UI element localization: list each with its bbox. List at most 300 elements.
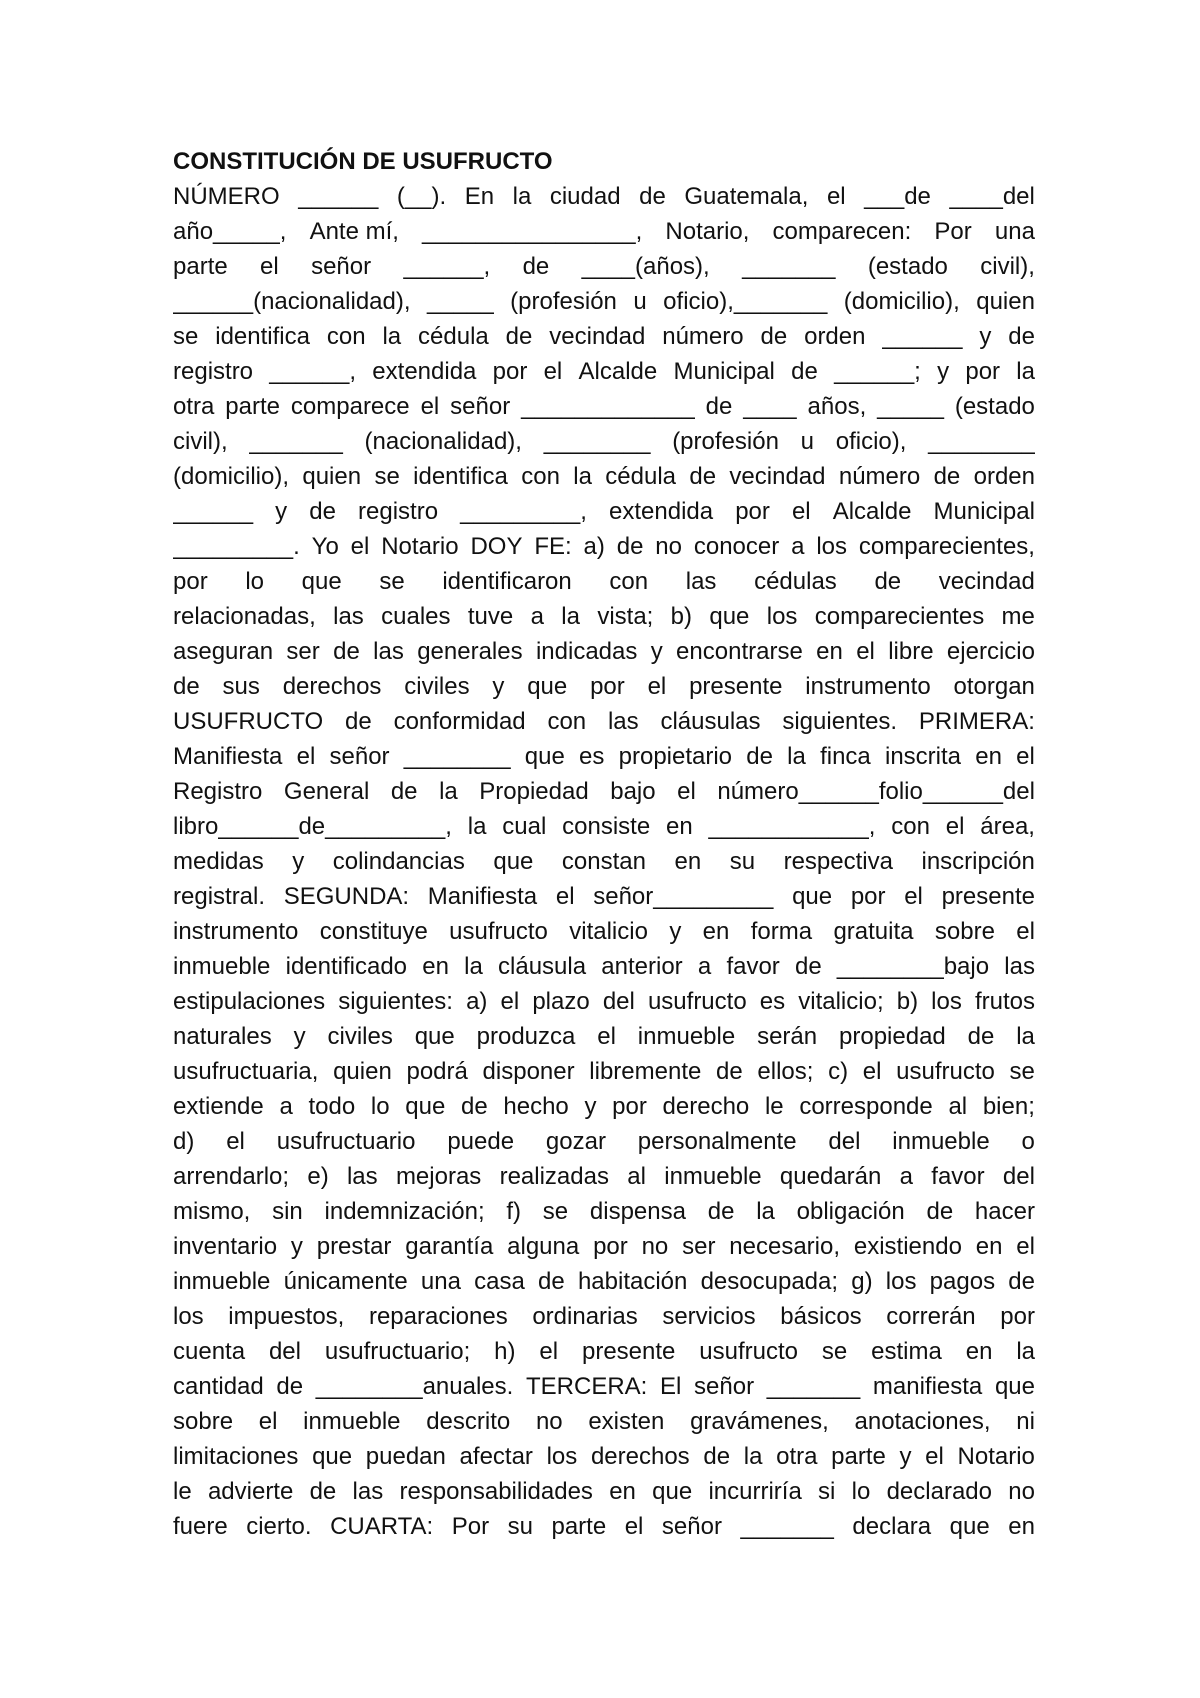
word: cierto. [246,1513,312,1540]
word: de [390,778,418,805]
word: las [333,603,364,630]
word: inmueble [173,1268,271,1295]
word: el [647,673,667,700]
text-line [173,529,1035,564]
word: siguientes: [338,988,453,1015]
word: ser [286,638,320,665]
word: la [464,953,483,980]
word: a [697,953,712,980]
word: que [792,883,833,910]
text-line [173,599,1035,634]
word: las [373,638,404,665]
word: de [309,1478,337,1505]
word: la [1016,1338,1035,1365]
word: g) [851,1268,873,1295]
word: libremente [589,1058,702,1085]
word: gratuita [833,918,914,945]
word: serán [757,1023,818,1050]
word: de [926,1198,954,1225]
word: (domicilio), [173,463,290,490]
word: y [584,1093,597,1120]
word: y [899,1443,912,1470]
text-line [173,1369,1035,1404]
word: inmueble [303,1408,401,1435]
word: existen [588,1408,665,1435]
word: cuenta [173,1338,246,1365]
word: civil), [980,253,1035,280]
word: forma [750,918,813,945]
word: realizadas [499,1163,609,1190]
word: (profesión [510,288,617,315]
word: FE: [534,533,572,560]
word: _______ [740,1513,834,1540]
word: la [561,603,580,630]
word: el [826,183,846,210]
word: parte [225,393,280,420]
word: lo [851,1478,871,1505]
word: y [979,323,992,350]
word: propiedad [839,1023,946,1050]
word: _____ [877,393,944,420]
word: el [904,883,923,910]
word: ______ [298,183,379,210]
word: el [258,1408,278,1435]
word: cédulas [754,568,837,595]
word: ser [682,1233,716,1260]
word: impuestos, [228,1303,345,1330]
word: Manifiesta [173,743,283,770]
document-page [173,144,1035,1544]
word: conformidad [393,708,526,735]
word: incurriría [708,1478,802,1505]
word: responsabilidades [399,1478,593,1505]
word: ________anuales. [315,1373,514,1400]
word: presente [581,1338,676,1365]
word: gravámenes, [690,1408,829,1435]
word: ______(nacionalidad), [173,288,411,315]
word: u [633,288,647,315]
word: CUARTA: [330,1513,434,1540]
word: (estado [954,393,1035,420]
text-line [173,214,1035,249]
document-title: CONSTITUCIÓN DE USUFRUCTO [173,148,553,175]
word: que [949,1513,990,1540]
word: advierte [207,1478,294,1505]
word: identificado [285,953,408,980]
word: quedarán [779,1163,882,1190]
word: al [948,1093,968,1120]
word: el [555,883,575,910]
word: Propiedad [479,778,589,805]
word: registro [358,498,439,525]
word: de [791,358,818,385]
word: (__). [396,183,447,210]
word: estima [871,1338,942,1365]
text-line [173,1229,1035,1264]
word: cantidad [173,1373,264,1400]
word: General [283,778,370,805]
word: por [735,498,770,525]
word: Por [451,1513,490,1540]
word: todo [308,1093,356,1120]
word: lo [245,568,265,595]
word: b) [670,603,693,630]
text-line [173,1019,1035,1054]
word: Alcalde [832,498,912,525]
word: a [791,533,805,560]
word: favor [726,953,780,980]
word: civil), [173,428,228,455]
word: existiendo [853,1233,962,1260]
word: con [609,568,649,595]
word: por [492,358,528,385]
word: ________________, [422,218,643,245]
word: de [967,1023,995,1050]
word: en [674,848,702,875]
word: vitalicio [569,918,648,945]
word: en [702,918,730,945]
word: años, [807,393,867,420]
word: mismo, [173,1198,251,1225]
word: de [505,323,533,350]
word: alguna [507,1233,580,1260]
word: de [639,183,666,210]
word: de [522,253,550,280]
word: por [590,673,625,700]
word: el [945,813,965,840]
word: produzca [476,1023,576,1050]
word: las [685,568,717,595]
word: en [965,1338,993,1365]
word: otra [173,393,215,420]
word: y [492,673,505,700]
word: h) [494,1338,516,1365]
word: comparecen: [772,218,912,245]
word: vista; [597,603,654,630]
word: y [275,498,288,525]
word: señor [450,393,511,420]
word: de [1008,1268,1035,1295]
word: En [464,183,495,210]
text-line [173,319,1035,354]
word: generales [417,638,523,665]
word: identifica [215,323,310,350]
word: y [290,1233,303,1260]
word: se [379,568,405,595]
text-line [173,1264,1035,1299]
word: de [716,1058,743,1085]
word: Notario [381,533,459,560]
word: de [309,498,336,525]
text-line [173,1089,1035,1124]
text-line [173,1404,1035,1439]
word: ____del [949,183,1035,210]
word: las [607,708,639,735]
word: quien [976,288,1035,315]
word: bien; [982,1093,1035,1120]
word: en [816,638,843,665]
word: las [1004,953,1035,980]
word: instrumento [805,673,931,700]
word: los [931,988,962,1015]
word: presente [689,673,783,700]
word: derecho [662,1093,750,1120]
word: el [624,1513,644,1540]
word: ___de [864,183,931,210]
word: usufructuaria, [173,1058,319,1085]
word: cédula [418,323,489,350]
word: a [279,1093,293,1120]
word: puede [447,1128,515,1155]
word: inmueble [173,953,271,980]
word: en [975,1233,1003,1260]
word: no [535,1408,563,1435]
word: inmueble [892,1128,990,1155]
word: presente [941,883,1035,910]
word: cláusulas [660,708,761,735]
word: de [874,568,902,595]
word: registro [173,358,254,385]
word: manifiesta [872,1373,983,1400]
word: que [709,603,750,630]
word: desocupada; [700,1268,839,1295]
word: aseguran [173,638,274,665]
word: libro______de_________, [173,813,452,840]
word: no [655,533,682,560]
word: relacionadas, [173,603,316,630]
word: sin [272,1198,303,1225]
word: c) [828,1058,849,1085]
word: consiste [562,813,651,840]
word: Por [934,218,972,245]
word: una [420,1268,461,1295]
word: por [1000,1303,1035,1330]
word: registral. [173,883,266,910]
word: parte [551,1513,607,1540]
word: constituye [319,918,428,945]
word: ________ [543,428,651,455]
word: el [543,358,563,385]
word: es [759,988,786,1015]
word: servicios [662,1303,756,1330]
word: en [666,813,693,840]
word: con [547,708,587,735]
word: identifica [413,463,508,490]
text-line [173,1124,1035,1159]
word: DOY [470,533,523,560]
word: de [616,533,644,560]
word: la [756,1198,775,1225]
word: por [612,1093,647,1120]
word: derechos [590,1443,690,1470]
word: naturales [173,1023,272,1050]
word: el [260,253,279,280]
word: Manifiesta [427,883,538,910]
word: medidas [173,848,264,875]
word: es [579,743,605,770]
word: únicamente [283,1268,408,1295]
word: (estado [867,253,948,280]
word: cual [502,813,547,840]
word: usufructuario [276,1128,416,1155]
word: le [764,1093,784,1120]
word: Guatemala, [684,183,809,210]
word: que [524,743,565,770]
word: d) [173,1128,195,1155]
word: usufructo [896,1058,995,1085]
word: orden [804,323,866,350]
word: su [729,848,756,875]
word: SEGUNDA: [283,883,410,910]
word: limitaciones [173,1443,299,1470]
word: ________ [928,428,1035,455]
text-line [173,1194,1035,1229]
word: de [538,1268,565,1295]
word: que [493,848,534,875]
word: extendida [372,358,477,385]
word: indemnización; [324,1198,485,1225]
word: el [296,743,316,770]
word: (profesión [672,428,779,455]
word: de [707,1198,735,1225]
word: instrumento [173,918,299,945]
word: número [838,463,921,490]
word: y [937,358,950,385]
word: ____________, [708,813,876,840]
text-line [173,739,1035,774]
word: con [326,323,366,350]
text-line [173,1474,1035,1509]
word: el [862,1058,882,1085]
word: le [173,1478,192,1505]
word: respectiva [783,848,893,875]
word: inventario [173,1233,278,1260]
word: gozar [545,1128,606,1155]
word: al [627,1163,646,1190]
word: parte [173,253,228,280]
word: inscrita [885,743,962,770]
word: señor [694,1373,755,1400]
word: la [1016,358,1035,385]
word: extiende [173,1093,264,1120]
text-line [173,249,1035,284]
word: de [276,1373,304,1400]
word: constan [561,848,646,875]
word: de [333,638,360,665]
word: una [994,218,1035,245]
word: de [705,393,733,420]
word: ciudad [549,183,621,210]
word: por [965,358,1001,385]
word: Yo [311,533,339,560]
word: comparecientes, [858,533,1035,560]
word: a) [466,988,488,1015]
word: _______ [249,428,343,455]
word: f) [506,1198,522,1225]
word: conocer [693,533,780,560]
word: indicadas [535,638,638,665]
text-line [173,424,1035,459]
word: Municipal [673,358,775,385]
word: del [268,1338,301,1365]
word: el [677,778,696,805]
word: comparecientes [814,603,985,630]
word: de [795,953,822,980]
word: de [173,673,200,700]
word: puedan [365,1443,446,1470]
word: de [933,463,961,490]
word: Ante mí, [309,218,399,245]
word: correrán [886,1303,976,1330]
text-line [173,179,1035,214]
word: la [1016,1023,1035,1050]
word: siguientes. [782,708,898,735]
text-line [173,1439,1035,1474]
text-line [173,389,1035,424]
word: estipulaciones [173,988,326,1015]
word: por [173,568,208,595]
word: el [925,1443,944,1470]
word: área, [980,813,1035,840]
word: que [405,1093,446,1120]
text-line [173,564,1035,599]
word: inmueble [664,1163,762,1190]
text-line [173,1159,1035,1194]
word: ordinarias [532,1303,638,1330]
text-line [173,669,1035,704]
word: _____________ [521,393,695,420]
word: los [885,1268,917,1295]
word: las [346,1163,378,1190]
word: por [593,1233,628,1260]
text-line [173,704,1035,739]
word: lo [370,1093,390,1120]
word: ____ [743,393,797,420]
word: de [689,463,717,490]
word: el [856,638,875,665]
word: usufructo [449,918,548,945]
word: _______ [766,1373,861,1400]
word: derechos [282,673,382,700]
word: Municipal [933,498,1035,525]
text-line [173,774,1035,809]
text-line [173,284,1035,319]
word: civiles [404,673,470,700]
word: frutos [974,988,1035,1015]
word: de [760,323,788,350]
word: ________bajo [836,953,990,980]
word: Notario, [665,218,750,245]
text-line [173,1509,1035,1544]
word: básicos [780,1303,862,1330]
text-line [173,459,1035,494]
word: otra [776,1443,818,1470]
word: el [1016,918,1035,945]
word: la [573,463,592,490]
word: la [512,183,532,210]
word: de [1008,323,1035,350]
word: que [527,673,568,700]
word: las [352,1478,384,1505]
word: el [539,1338,559,1365]
word: ejercicio [946,638,1035,665]
word: la [787,743,806,770]
word: fuere [173,1513,228,1540]
word: mejoras [395,1163,482,1190]
word: quien [333,1058,392,1085]
word: los [173,1303,204,1330]
word: anotaciones, [854,1408,991,1435]
